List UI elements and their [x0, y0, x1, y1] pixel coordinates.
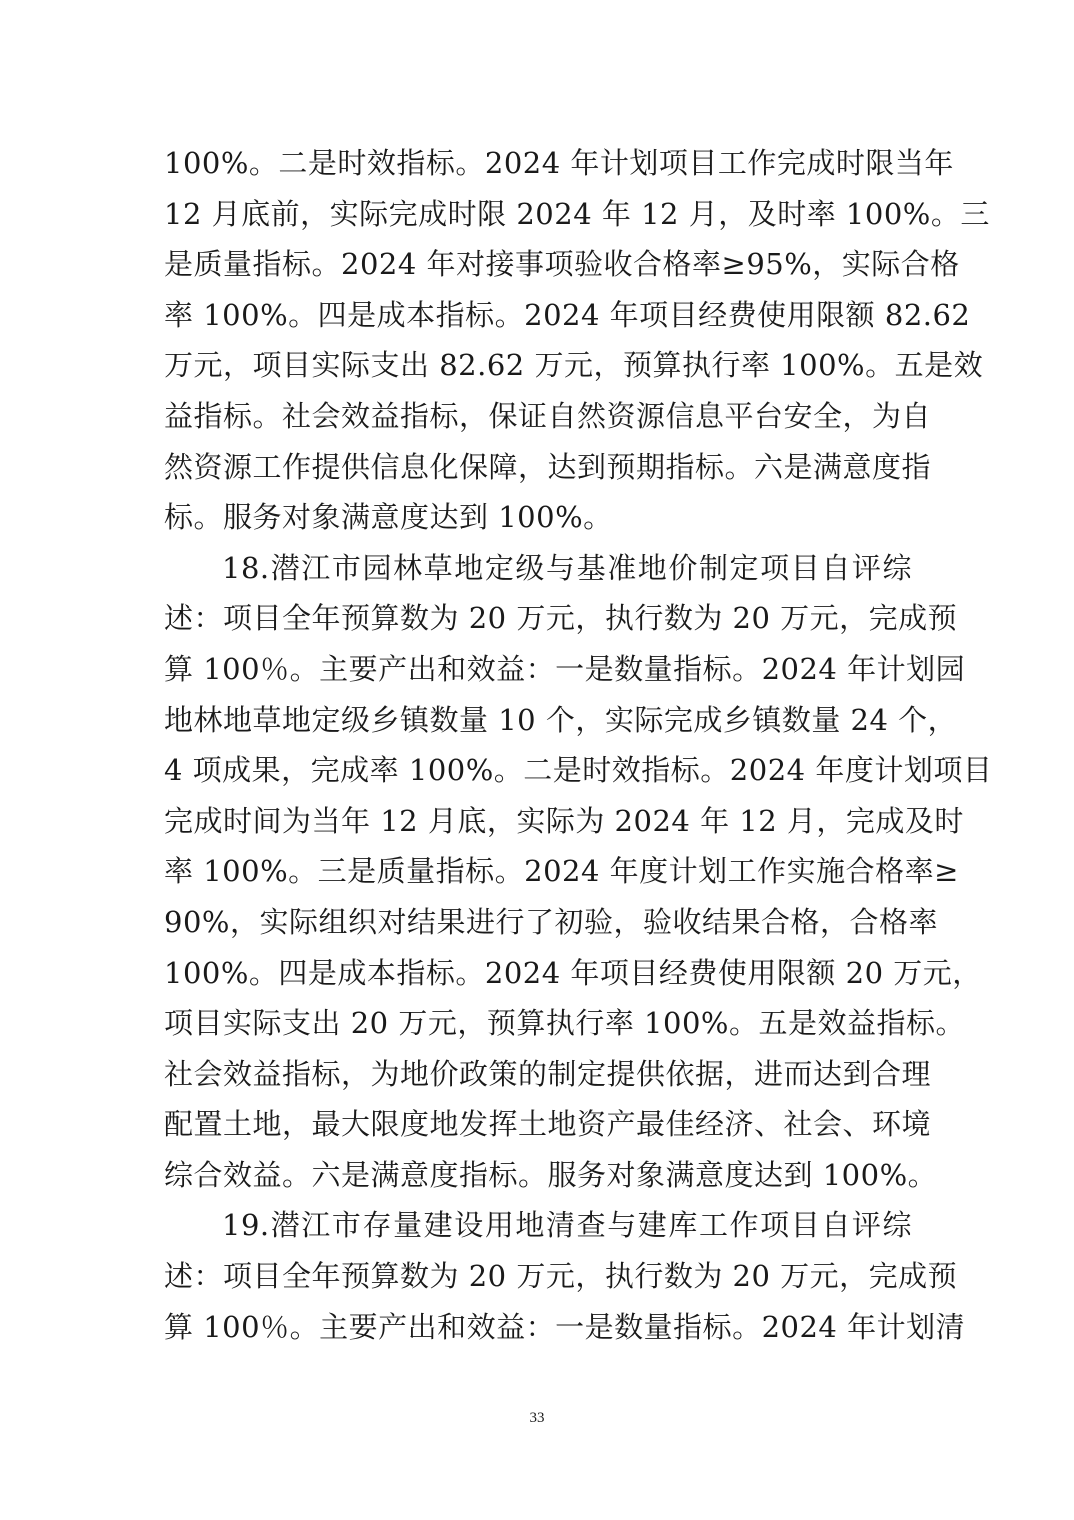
text-line: 社会效益指标，为地价政策的制定提供依据，进而达到合理 [164, 1056, 932, 1091]
text-line: 综合效益。六是满意度指标。服务对象满意度达到 100%。 [164, 1157, 938, 1192]
text-line: 率 100%。三是质量指标。2024 年度计划工作实施合格率≥ [164, 854, 959, 889]
text-line: 是质量指标。2024 年对接事项验收合格率≥95%，实际合格 [164, 247, 960, 282]
text-line: 然资源工作提供信息化保障，达到预期指标。六是满意度指 [164, 449, 932, 484]
text-line: 100%。四是成本指标。2024 年项目经费使用限额 20 万元， [164, 955, 982, 990]
text-line: 益指标。社会效益指标，保证自然资源信息平台安全，为自 [164, 398, 932, 433]
text-line: 算 100％。主要产出和效益：一是数量指标。2024 年计划园 [164, 651, 966, 686]
text-line: 述：项目全年预算数为 20 万元，执行数为 20 万元，完成预 [164, 1259, 958, 1294]
text-line: 12 月底前，实际完成时限 2024 年 12 月，及时率 100%。三 [164, 196, 990, 231]
paragraph-heading-19: 19.潜江市存量建设用地清查与建库工作项目自评综 [222, 1208, 912, 1243]
text-line: 述：项目全年预算数为 20 万元，执行数为 20 万元，完成预 [164, 601, 958, 636]
text-line: 万元，项目实际支出 82.62 万元，预算执行率 100%。五是效 [164, 348, 984, 383]
page-number: 33 [529, 1410, 545, 1426]
paragraph-heading-18: 18.潜江市园林草地定级与基准地价制定项目自评综 [222, 550, 912, 585]
text-line: 地林地草地定级乡镇数量 10 个，实际完成乡镇数量 24 个， [164, 702, 958, 737]
text-line: 配置土地，最大限度地发挥土地资产最佳经济、社会、环境 [164, 1107, 932, 1142]
text-line: 4 项成果，完成率 100%。二是时效指标。2024 年度计划项目 [164, 753, 993, 788]
text-line: 90%，实际组织对结果进行了初验，验收结果合格，合格率 [164, 904, 938, 939]
body-text [164, 138, 993, 1352]
text-line: 项目实际支出 20 万元，预算执行率 100%。五是效益指标。 [164, 1006, 965, 1041]
text-line: 100%。二是时效指标。2024 年计划项目工作完成时限当年 [164, 146, 954, 180]
text-line: 完成时间为当年 12 月底，实际为 2024 年 12 月，完成及时 [164, 803, 964, 838]
text-line: 算 100％。主要产出和效益：一是数量指标。2024 年计划清 [164, 1309, 966, 1344]
text-line: 标。服务对象满意度达到 100%。 [164, 500, 613, 535]
text-line: 率 100%。四是成本指标。2024 年项目经费使用限额 82.62 [164, 297, 971, 332]
